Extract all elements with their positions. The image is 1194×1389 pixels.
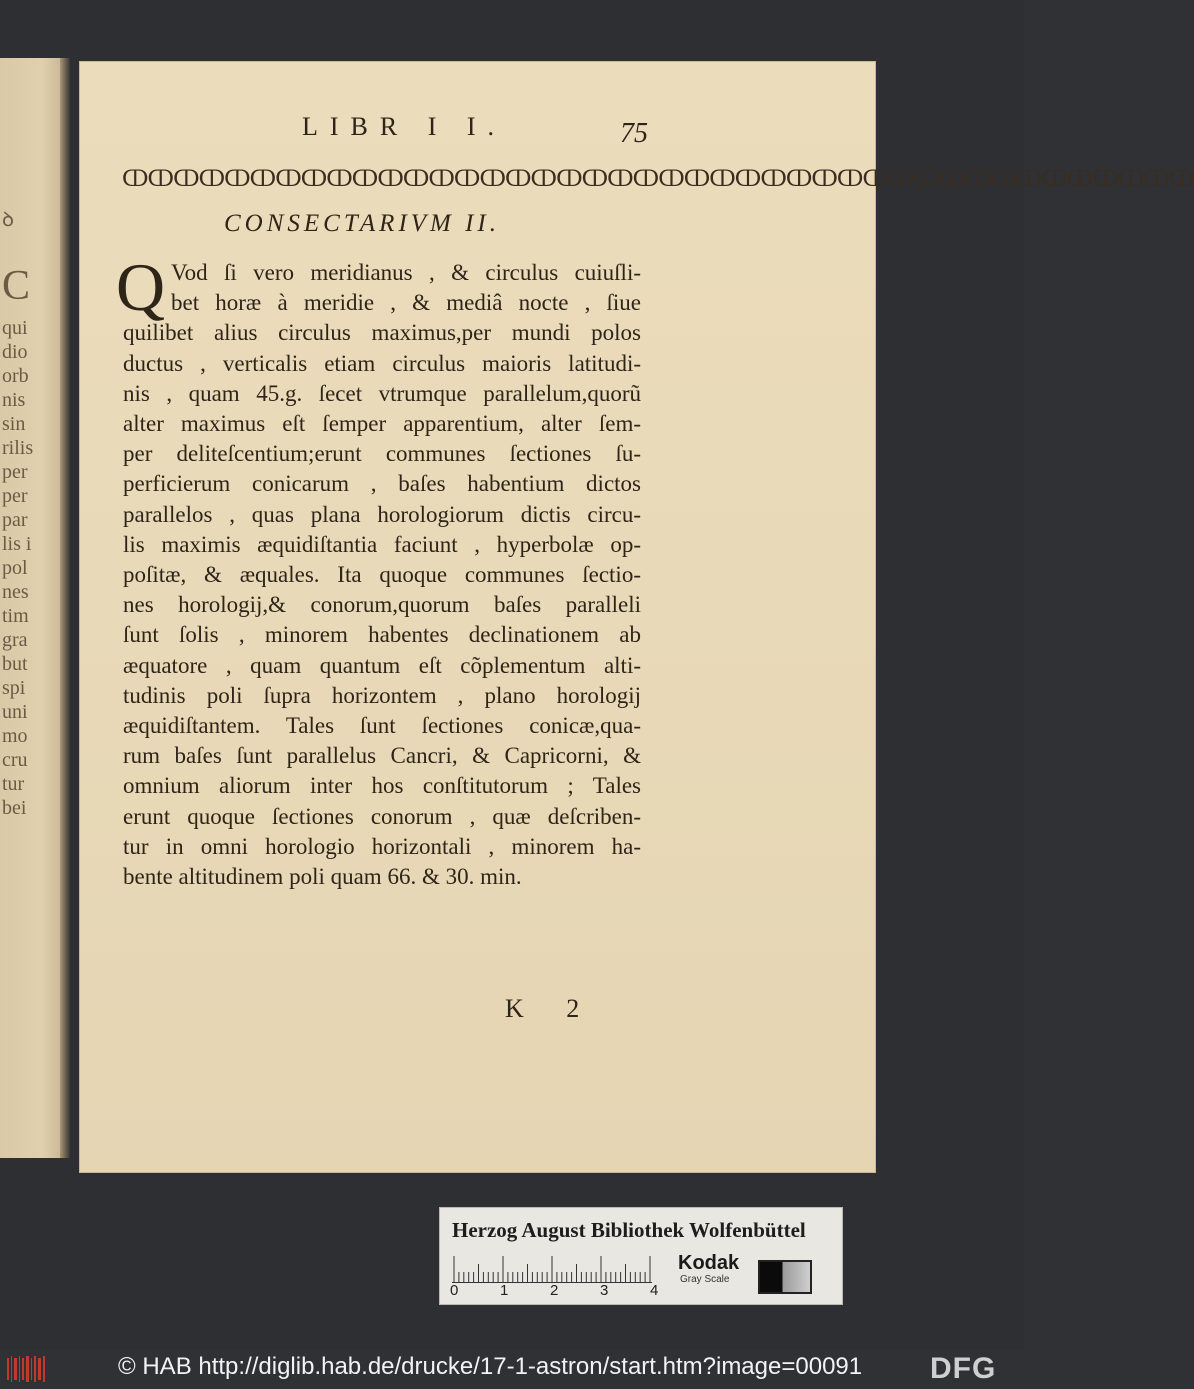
previous-page-fragment: C [2, 263, 31, 309]
copyright-link[interactable]: © HAB http://diglib.hab.de/drucke/17-1-astron/start.htm?image=00091 [118, 1353, 863, 1380]
previous-page-fragment: tim [2, 605, 29, 627]
previous-page-fragment: per [2, 485, 28, 507]
previous-page-fragment: spi [2, 677, 26, 699]
text-line: ductus , verticalis etiam circulus maioris latitudi- [123, 350, 641, 376]
text-line: omnium aliorum inter hos conſtitutorum ; Tales [123, 773, 641, 799]
previous-page-fragment: orb [2, 365, 29, 387]
text-line: lis maximis æquidiſtantia faciunt , hyperbolæ op- [123, 531, 641, 557]
book-page [80, 62, 1194, 1172]
text-line: æquidiſtantem. Tales ſunt ſectiones conicæ,qua- [123, 713, 641, 739]
previous-page-fragment: sin [2, 413, 26, 435]
previous-page-text-fragments [0, 208, 60, 820]
previous-page-fragment: dio [2, 341, 28, 363]
previous-page-fragment: cru [2, 749, 28, 771]
previous-page-fragment: uni [2, 701, 28, 723]
text-line: nes horologij,& conorum,quorum baſes paralleli [123, 592, 641, 618]
drop-capital: Q [116, 249, 166, 325]
text-line: poſitæ, & æquales. Ita quoque communes ſectio- [123, 562, 641, 588]
ruler-number: 4 [650, 1282, 659, 1299]
text-line: quilibet alius circulus maximus,per mundi polos [123, 320, 641, 346]
text-line: perficierum conicarum , baſes habentium dictos [123, 471, 641, 497]
ornament-band: ↀↀↀↀↀↀↀↀↀↀↀↀↀↀↀↀↀↀↀↀↀↀↀↀↀↀↀↀↀↀↀↀↀↀↀↀↀↀↀↀↀↀ [122, 166, 1194, 191]
previous-page-fragment: nes [2, 581, 29, 603]
text-line: bente altitudinem poli quam 66. & 30. min. [123, 864, 522, 890]
ruler-number: 3 [600, 1282, 609, 1299]
ruler-numbers [450, 1282, 700, 1299]
footer-bar [0, 1350, 1024, 1389]
barcode-icon [6, 1354, 48, 1384]
body-text [123, 258, 641, 892]
text-line: rum baſes ſunt parallelus Cancri, & Capricorni, & [123, 743, 641, 769]
kodak-logo: Kodak [678, 1252, 740, 1274]
text-line: nis , quam 45.g. ſecet vtrumque parallelum,quorũ [123, 380, 641, 406]
previous-page-fragment: gra [2, 629, 28, 651]
gray-scale-swatch [758, 1260, 812, 1294]
previous-page-fragment: mo [2, 725, 28, 747]
previous-page-edge [0, 58, 70, 1158]
previous-page-fragment: tur [2, 773, 25, 795]
book-gutter [60, 58, 70, 1158]
ruler-number: 1 [500, 1282, 509, 1299]
library-color-card [440, 1208, 842, 1304]
text-line: tur in omni horologio horizontali , minorem ha- [123, 833, 641, 859]
text-line: tudinis poli ſupra horizontem , plano horologij [123, 682, 641, 708]
previous-page-fragment: pol [2, 557, 28, 579]
previous-page-fragment: par [2, 509, 28, 531]
section-heading: CONSECTARIVM II. [224, 210, 501, 237]
ruler-number: 0 [450, 1282, 459, 1299]
previous-page-fragment: nis [2, 389, 26, 411]
previous-page-fragment: but [2, 653, 28, 675]
previous-page-fragment: ꝺ [2, 209, 14, 231]
ruler-ticks [452, 1254, 652, 1282]
signature-mark: K 2 [505, 994, 598, 1023]
measurement-ruler [452, 1254, 652, 1283]
text-line: bet horæ à meridie , & mediâ nocte , ſiue [171, 290, 641, 316]
previous-page-fragment: per [2, 461, 28, 483]
dfg-logo: DFG [930, 1352, 997, 1385]
page-number: 75 [620, 118, 648, 149]
text-line: Vod ſi vero meridianus , & circulus cuiuſli- [171, 260, 641, 285]
text-line: ſunt ſolis , minorem habentes declinationem ab [123, 622, 641, 648]
text-line: erunt quoque ſectiones conorum , quæ deſcriben- [123, 803, 641, 829]
previous-page-fragment [0, 232, 60, 256]
gray-scale-label: Gray Scale [680, 1274, 730, 1285]
previous-page-fragment: lis i [2, 533, 32, 555]
running-head: LIBR I I. [302, 112, 507, 141]
previous-page-fragment: qui [2, 317, 28, 339]
text-line: per deliteſcentium;erunt communes ſectiones ſu- [123, 441, 641, 467]
previous-page-fragment: bei [2, 797, 27, 819]
text-line: alter maximus eſt ſemper apparentium, alter ſem- [123, 411, 641, 437]
previous-page-fragment: rilis [2, 437, 34, 459]
ruler-number: 2 [550, 1282, 559, 1299]
library-name: Herzog August Bibliothek Wolfenbüttel [452, 1218, 806, 1242]
text-line: æquatore , quam quantum eſt cõplementum alti- [123, 652, 641, 678]
text-line: parallelos , quas plana horologiorum dictis circu- [123, 501, 641, 527]
